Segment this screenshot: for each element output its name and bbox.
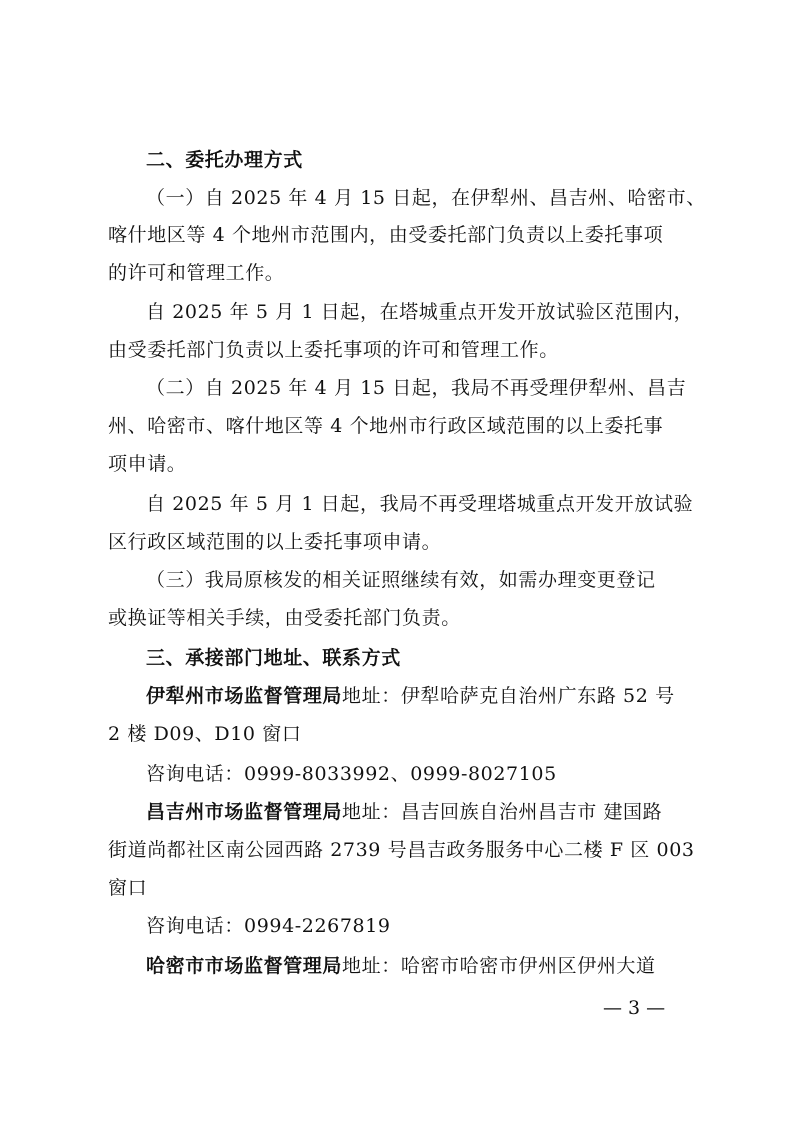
paragraph-line: 的许可和管理工作。 (108, 262, 285, 284)
hami-agency-name: 哈密市市场监督管理局 (146, 955, 343, 977)
yili-agency-name: 伊犁州市场监督管理局 (146, 685, 343, 707)
yili-address-cont: 2 楼 D09、D10 窗口 (108, 723, 302, 745)
section-2-heading: 二、委托办理方式 (146, 149, 303, 171)
changji-agency-name: 昌吉州市场监督管理局 (146, 801, 343, 823)
changji-address-cont: 街道尚都社区南公园西路 2739 号昌吉政务服务中心二楼 F 区 003 (108, 839, 695, 861)
paragraph-line: 或换证等相关手续，由受委托部门负责。 (108, 607, 461, 629)
changji-phone: 咨询电话：0994-2267819 (146, 915, 391, 937)
paragraph-line: 区行政区域范围的以上委托事项申请。 (108, 531, 442, 553)
page-number: — 3 — (603, 997, 666, 1019)
paragraph-line: （一）自 2025 年 4 月 15 日起，在伊犁州、昌吉州、哈密市、 (146, 187, 706, 209)
changji-address: 地址：昌吉回族自治州昌吉市 建国路 (342, 801, 663, 823)
paragraph-line: 由受委托部门负责以上委托事项的许可和管理工作。 (108, 339, 559, 361)
section-3-heading: 三、承接部门地址、联系方式 (146, 647, 401, 669)
paragraph-line: 项申请。 (108, 453, 187, 475)
paragraph-line: （三）我局原核发的相关证照继续有效，如需办理变更登记 (146, 569, 656, 591)
paragraph-line: 州、哈密市、喀什地区等 4 个地州市行政区域范围的以上委托事 (108, 415, 664, 437)
paragraph-line: （二）自 2025 年 4 月 15 日起，我局不再受理伊犁州、昌吉 (146, 377, 687, 399)
yili-phone: 咨询电话：0999-8033992、0999-8027105 (146, 763, 557, 785)
paragraph-line: 自 2025 年 5 月 1 日起，在塔城重点开发开放试验区范围内， (146, 301, 694, 323)
yili-address: 地址：伊犁哈萨克自治州广东路 52 号 (342, 685, 675, 707)
hami-address: 地址：哈密市哈密市伊州区伊州大道 (342, 955, 656, 977)
paragraph-line: 喀什地区等 4 个地州市范围内，由受委托部门负责以上委托事项 (108, 224, 664, 246)
changji-address-cont: 窗口 (108, 877, 148, 899)
yili-address-line (146, 684, 693, 708)
changji-address-line (146, 800, 693, 824)
paragraph-line: 自 2025 年 5 月 1 日起，我局不再受理塔城重点开发开放试验 (146, 493, 694, 515)
hami-address-line (146, 954, 693, 978)
